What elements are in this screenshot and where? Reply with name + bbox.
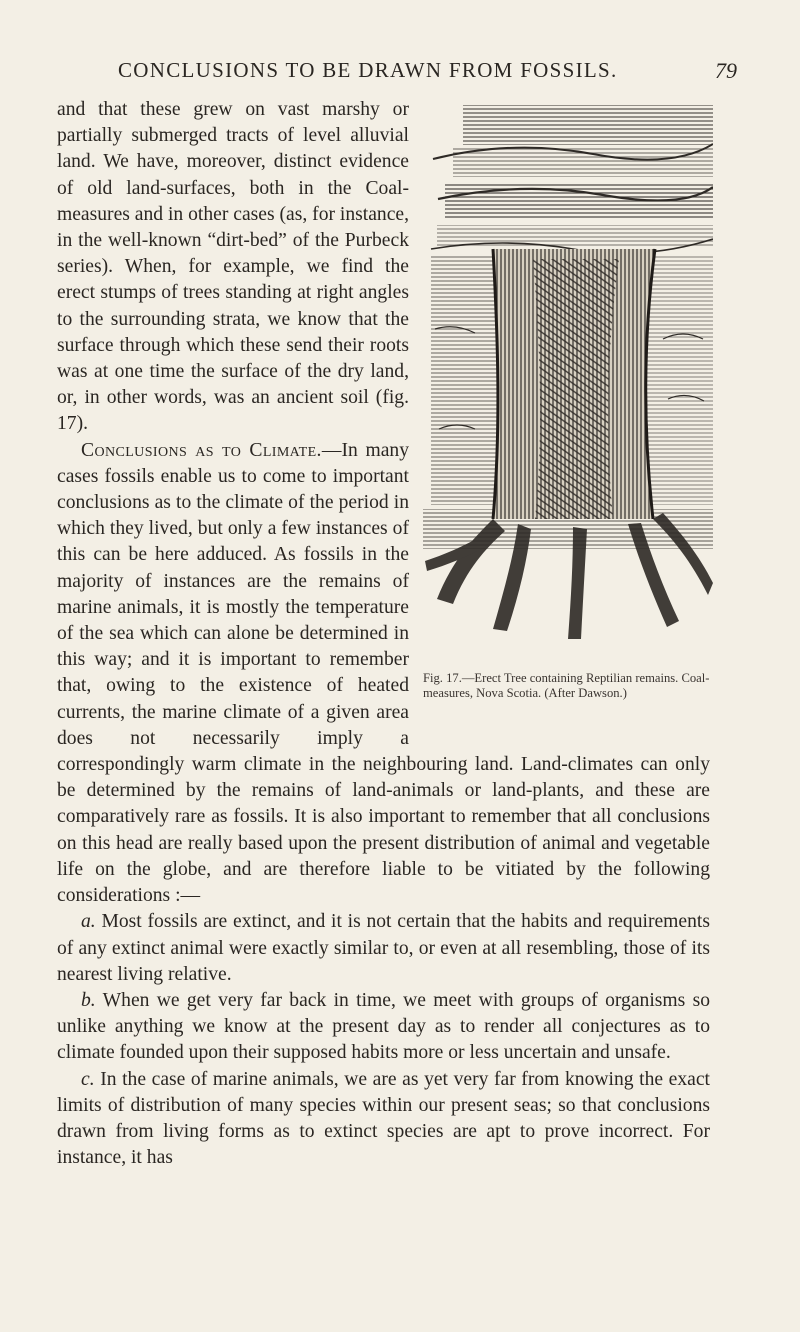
label-a: a. bbox=[81, 911, 96, 933]
page-number: 79 bbox=[715, 58, 737, 83]
paragraph-b-text: When we get very far back in time, we meet with groups of organisms so unlike anything we know at the present day as to render all conjectures as to climate founded upon their supposed habits more or less uncertain and unsafe. bbox=[57, 989, 710, 1064]
running-title: CONCLUSIONS TO BE DRAWN FROM FOSSILS. bbox=[118, 58, 618, 82]
label-c: c. bbox=[81, 1068, 95, 1090]
body-text bbox=[57, 97, 710, 1171]
figure-17 bbox=[423, 99, 713, 725]
section-heading-climate: Conclusions as to Climate. bbox=[81, 439, 322, 461]
running-head bbox=[0, 58, 800, 88]
erect-tree-illustration bbox=[423, 99, 713, 659]
figure-caption: Fig. 17.—Erect Tree containing Reptilian remains. Coal-measures, Nova Scotia. (After Dawson.) bbox=[423, 671, 710, 700]
paragraph-c-text: In the case of marine animals, we are as yet very far from knowing the exact limits of distribution of many species within our present seas; so that conclusions drawn from living forms as to extinct species are apt to prove incorrect. For instance, it has bbox=[57, 1068, 710, 1169]
paragraph-b bbox=[57, 988, 710, 1067]
paragraph-climate-text: —In many cases fossils enable us to come to important conclusions as to the climate of the period in which they lived, but only a few instances of this can be here adduced. As fossils in the majority of instances are the remains of marine animals, it is mostly the temperature of the sea which can alone be determined in this way; and it is important to remember that, owing to the existence of heated currents, the marine climate of a given area does not necessarily imply a correspondingly warm climate in the neighbouring land. Land-climates can only be determined by the remains of land-animals or land-plants, and these are comparatively rare as fossils. It is also important to remember that all conclusions on this head are really based upon the present distribution of animal and vegetable life on the globe, and are therefore liable to be vitiated by the following considerations :— bbox=[57, 439, 710, 907]
paragraph-a bbox=[57, 909, 710, 988]
tree-trunk bbox=[493, 249, 655, 519]
paragraph-land-surfaces: and that these grew on vast marshy or partially submerged tracts of level alluvial land. We have, moreover, distinct evidence of old land-surfaces, both in the Coal-measures and in other cases (as, for instance, in the well-known “dirt-bed” of the Purbeck series). When, for example, we find the erect stumps of trees standing at right angles to the surrounding strata, we know that the surface through which these send their roots was at one time the surface of the dry land, or, in other words, was an ancient soil (fig. 17). bbox=[57, 99, 410, 435]
paragraph-c bbox=[57, 1067, 710, 1172]
label-b: b. bbox=[81, 989, 96, 1011]
paragraph-a-text: Most fossils are extinct, and it is not certain that the habits and requirements of any extinct animal were exactly similar to, or even at all resembling, those of its nearest living relative. bbox=[57, 911, 710, 985]
